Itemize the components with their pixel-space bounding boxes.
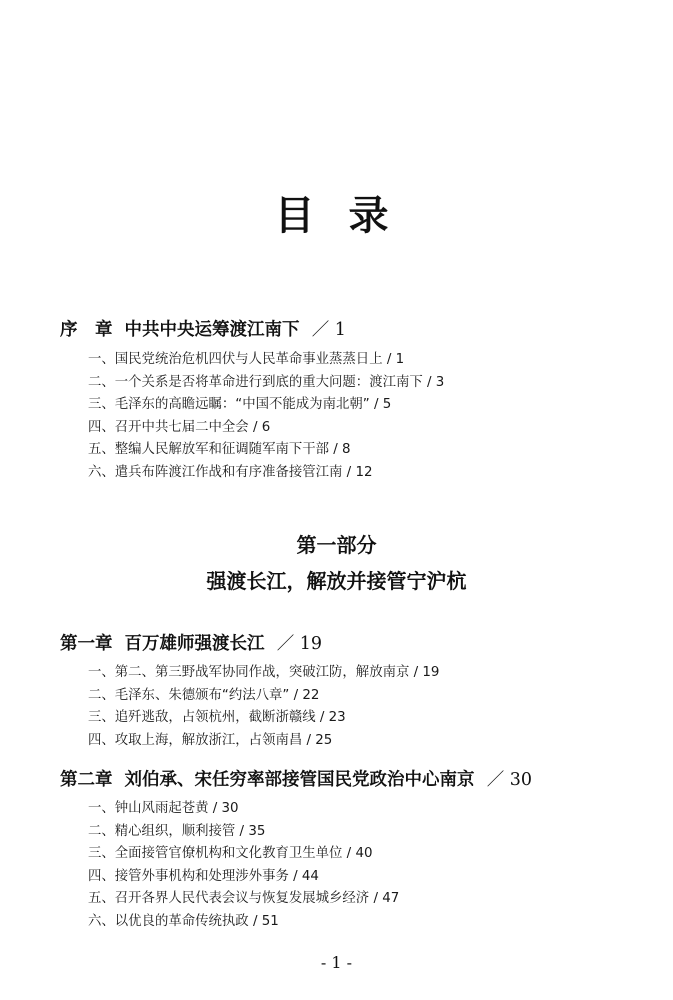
chapter-title: 中共中央运筹渡江南下 xyxy=(124,320,300,340)
section-item: 一、钟山风雨起苍黄 / 30 xyxy=(88,801,239,816)
section-item: 二、精心组织，顺利接管 / 35 xyxy=(88,823,266,839)
section-item: 三、追歼逃敌，占领杭州，截断浙赣线 / 23 xyxy=(88,710,346,726)
chapter-number: 序 章 xyxy=(60,320,113,340)
chapter-page: ／ 30 xyxy=(486,770,533,790)
section-item: 五、召开各界人民代表会议与恢复发展城乡经济 / 47 xyxy=(88,891,400,907)
chapter-1-section-list xyxy=(88,662,439,752)
chapter-number: 第二章 xyxy=(60,770,113,790)
section-item: 三、毛泽东的高瞻远瞩：“中国不能成为南北朝” / 5 xyxy=(88,397,392,413)
part-label: 第一部分 xyxy=(296,533,377,557)
chapter-number: 第一章 xyxy=(60,634,113,654)
page-title: 目 录 xyxy=(274,192,399,239)
section-item: 五、整编人民解放军和征调随军南下干部 / 8 xyxy=(88,442,351,458)
chapter-title: 刘伯承、宋任穷率部接管国民党政治中心南京 xyxy=(124,770,475,790)
section-item: 四、接管外事机构和处理涉外事务 / 44 xyxy=(88,868,319,884)
section-item: 四、攻取上海，解放浙江，占领南昌 / 25 xyxy=(88,732,333,748)
page-number: - 1 - xyxy=(320,953,353,972)
chapter-2-section-list xyxy=(88,798,399,934)
prologue-section-list xyxy=(88,349,444,485)
chapter-page: ／ 1 xyxy=(311,320,346,340)
section-item: 六、遣兵布阵渡江作战和有序准备接管江南 / 12 xyxy=(88,464,373,480)
section-item: 一、第二、第三野战军协同作战，突破江防，解放南京 / 19 xyxy=(88,665,440,680)
section-item: 二、一个关系是否将革命进行到底的重大问题：渡江南下 / 3 xyxy=(88,374,445,390)
chapter-title: 百万雄师强渡长江 xyxy=(124,634,265,654)
section-item: 一、国民党统治危机四伏与人民革命事业蒸蒸日上 / 1 xyxy=(88,352,405,367)
chapter-prologue-heading xyxy=(60,318,346,342)
section-item: 四、召开中共七届二中全会 / 6 xyxy=(88,419,271,435)
chapter-2-heading xyxy=(60,768,532,792)
section-item: 二、毛泽东、朱德颁布“约法八章” / 22 xyxy=(88,687,320,703)
chapter-page: ／ 19 xyxy=(276,634,323,654)
section-item: 三、全面接管官僚机构和文化教育卫生单位 / 40 xyxy=(88,846,373,862)
chapter-1-heading xyxy=(60,632,322,656)
section-item: 六、以优良的革命传统执政 / 51 xyxy=(88,913,279,929)
part-title: 强渡长江，解放并接管宁沪杭 xyxy=(206,569,467,593)
